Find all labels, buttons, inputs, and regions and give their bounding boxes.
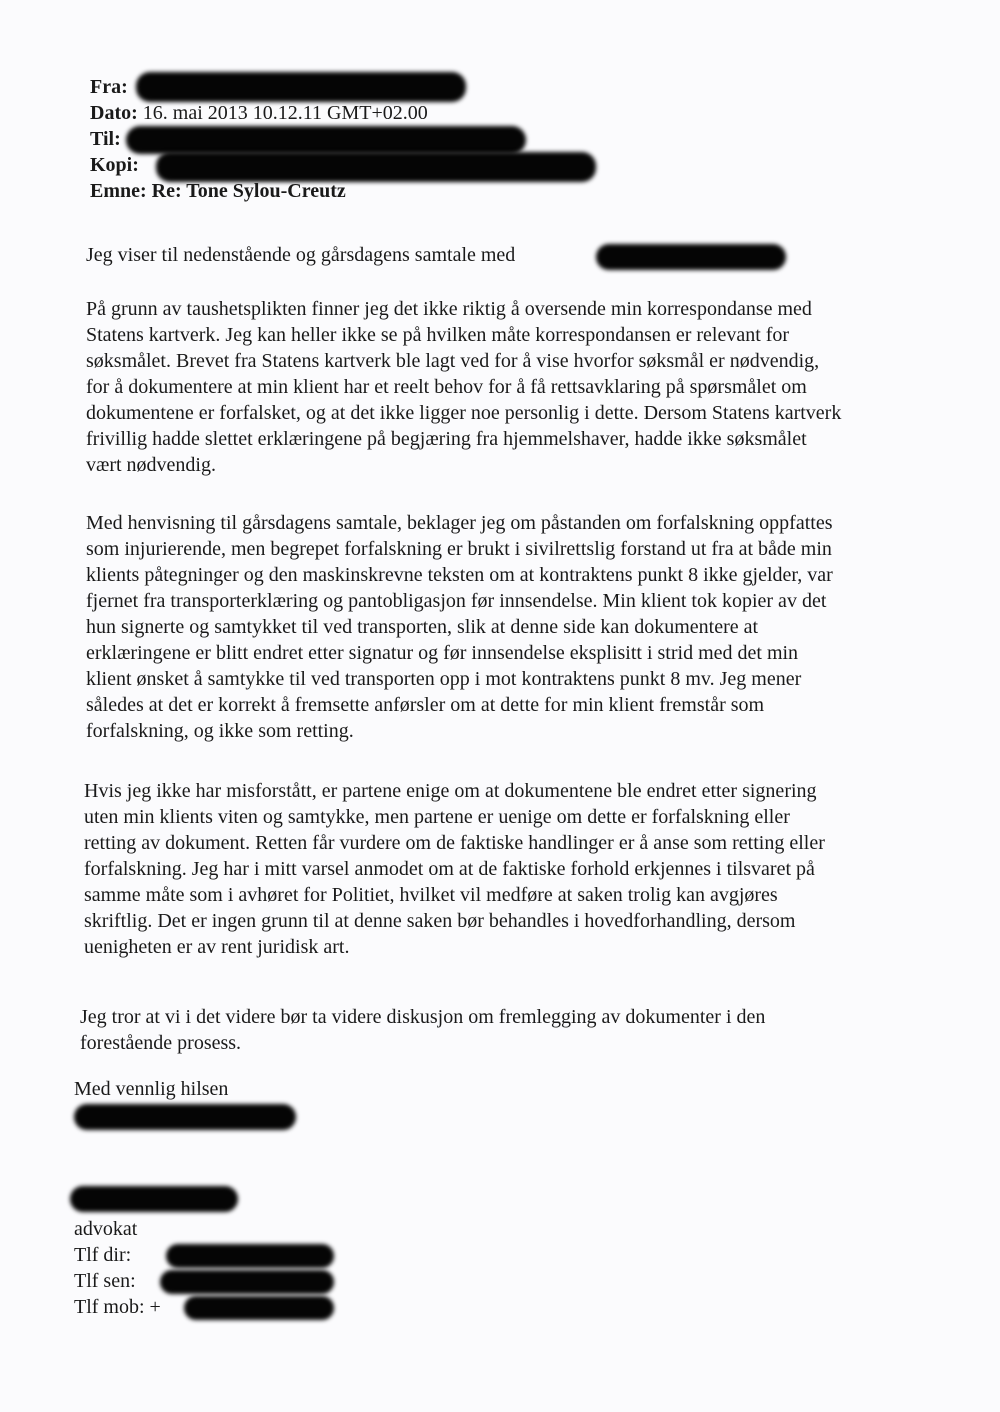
- spacer: [74, 1128, 228, 1154]
- paragraph-line: Jeg tror at vi i det videre bør ta videre diskusjon om fremlegging av dokumenter i den: [80, 1006, 766, 1028]
- subject-value: Re: Tone Sylou-Creutz: [151, 180, 346, 202]
- redaction-mark: [126, 126, 526, 154]
- header-to-row: [90, 126, 690, 152]
- paragraph-line: forfalskning. Jeg har i mitt varsel anmodet om at de faktiske forhold erkjennes i tilsvaret på: [84, 858, 815, 880]
- from-label: Fra:: [90, 76, 128, 98]
- signature-block: [74, 1076, 228, 1320]
- redaction-mark: [166, 1244, 334, 1268]
- phone-mobile-row: [74, 1294, 228, 1320]
- paragraph-line: frivillig hadde slettet erklæringene på begjæring fra hjemmelshaver, hadde ikke søksmålet: [86, 428, 807, 450]
- paragraph-line: som injurierende, men begrepet forfalskning er brukt i sivilrettslig forstand ut fra at både min: [86, 538, 832, 560]
- title-row: [74, 1216, 228, 1242]
- header-date-row: [90, 100, 690, 126]
- redaction-mark: [184, 1296, 334, 1320]
- paragraph-line: Statens kartverk. Jeg kan heller ikke se på hvilken måte korrespondansen er relevant for: [86, 324, 790, 346]
- name-row: [74, 1102, 228, 1128]
- paragraph-line: klients påtegninger og den maskinskrevne teksten om at kontraktens punkt 8 ikke gjelder, var: [86, 564, 833, 586]
- cc-label: Kopi:: [90, 154, 139, 176]
- header-cc-row: [90, 152, 690, 178]
- lawyer-name-row: [74, 1180, 228, 1206]
- greeting-row: [74, 1076, 228, 1102]
- phone-direct-label: Tlf dir:: [74, 1244, 132, 1266]
- paragraph-line: På grunn av taushetsplikten finner jeg det ikke riktig å oversende min korrespondanse med: [86, 298, 812, 320]
- paragraph-line: erklæringene er blitt endret etter signatur og før innsendelse eksplisitt i strid med det min: [86, 642, 799, 664]
- paragraph-line: samme måte som i avhøret for Politiet, hvilket vil medføre at saken trolig kan avgjøres: [84, 884, 778, 906]
- greeting-text: Med vennlig hilsen: [74, 1078, 229, 1100]
- paragraph-line: Hvis jeg ikke har misforstått, er partene enige om at dokumentene ble endret etter signering: [84, 780, 817, 802]
- paragraph-line: forestående prosess.: [80, 1032, 242, 1054]
- header-subject-row: [90, 178, 690, 204]
- email-header: [90, 74, 690, 204]
- redaction-mark: [74, 1104, 296, 1130]
- paragraph-line: klient ønsket å samtykke til ved transporten opp i mot kontraktens punkt 8 mv. Jeg mener: [86, 668, 802, 690]
- paragraph-line: forfalskning, og ikke som retting.: [86, 720, 354, 742]
- paragraph-3: [86, 510, 833, 744]
- paragraph-4: [84, 778, 825, 960]
- redaction-mark: [160, 1270, 334, 1294]
- phone-mobile-label: Tlf mob: +: [74, 1296, 161, 1318]
- redaction-mark: [136, 72, 466, 102]
- date-value: 16. mai 2013 10.12.11 GMT+02.00: [142, 102, 428, 124]
- paragraph-2: [86, 296, 841, 478]
- paragraph-line: Jeg viser til nedenstående og gårsdagens samtale med: [86, 244, 516, 266]
- header-from-row: [90, 74, 690, 100]
- subject-label: Emne:: [90, 180, 147, 202]
- paragraph-line: skriftlig. Det er ingen grunn til at denne saken bør behandles i hovedforhandling, dersom: [84, 910, 796, 932]
- paragraph-line: således at det er korrekt å fremsette anførsler om at dette for min klient fremstår som: [86, 694, 765, 716]
- paragraph-line: vært nødvendig.: [86, 454, 216, 476]
- to-label: Til:: [90, 128, 121, 150]
- paragraph-line: uten min klients viten og samtykke, men partene er uenige om dette er forfalskning eller: [84, 806, 790, 828]
- phone-switch-label: Tlf sen:: [74, 1270, 136, 1292]
- paragraph-line: uenigheten er av rent juridisk art.: [84, 936, 350, 958]
- paragraph-1: [86, 242, 515, 268]
- paragraph-line: søksmålet. Brevet fra Statens kartverk ble lagt ved for å vise hvorfor søksmål er nødvendig,: [86, 350, 820, 372]
- phone-direct-row: [74, 1242, 228, 1268]
- paragraph-5: [80, 1004, 765, 1056]
- date-label: Dato:: [90, 102, 138, 124]
- spacer: [74, 1154, 228, 1180]
- paragraph-line: for å dokumentere at min klient har et reelt behov for å få rettsavklaring på spørsmålet om: [86, 376, 807, 398]
- redaction-mark: [70, 1186, 238, 1212]
- title-text: advokat: [74, 1218, 138, 1240]
- paragraph-line: retting av dokument. Retten får vurdere om de faktiske handlinger er å anse som retting eller: [84, 832, 825, 854]
- paragraph-line: dokumentene er forfalsket, og at det ikke ligger noe personlig i dette. Dersom Statens kartverk: [86, 402, 842, 424]
- redaction-mark: [596, 244, 786, 270]
- paragraph-line: fjernet fra transporterklæring og pantobligasjon før innsendelse. Min klient tok kopier av det: [86, 590, 827, 612]
- paragraph-line: hun signerte og samtykket til ved transporten, slik at denne side kan dokumentere at: [86, 616, 759, 638]
- paragraph-line: Med henvisning til gårsdagens samtale, beklager jeg om påstanden om forfalskning oppfattes: [86, 512, 833, 534]
- phone-switch-row: [74, 1268, 228, 1294]
